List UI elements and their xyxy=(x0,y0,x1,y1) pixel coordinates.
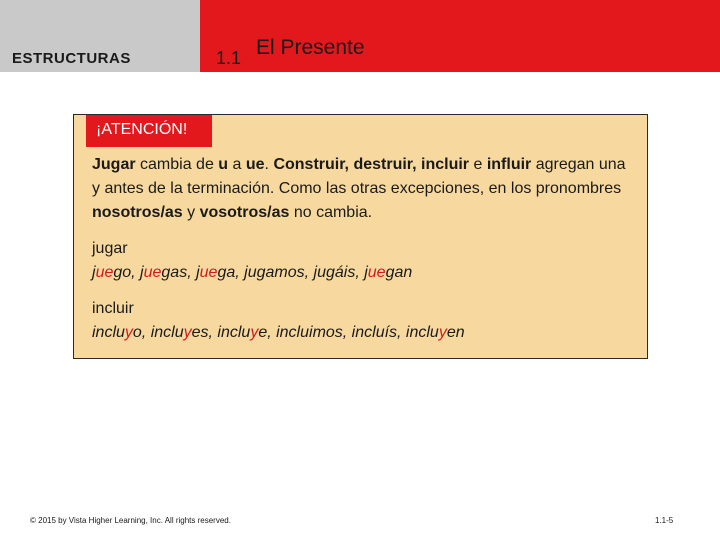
intro-text: y xyxy=(182,204,200,221)
panel-content xyxy=(92,153,632,345)
verb-conjugation-jugar: juego, juegas, juega, jugamos, jugáis, juegan xyxy=(92,264,413,281)
verb-conjugation-incluir: incluyo, incluyes, incluye, incluimos, incluís, incluyen xyxy=(92,324,465,341)
intro-text: no cambia. xyxy=(289,204,373,221)
attention-tab: ¡ATENCIÓN! xyxy=(86,115,212,147)
intro-keyword: nosotros/as xyxy=(92,204,183,221)
stem-change: y xyxy=(124,324,133,341)
page-number: 1.1-5 xyxy=(655,516,674,525)
intro-text: e xyxy=(469,156,487,173)
intro-keyword: u xyxy=(218,156,229,173)
stem-change: ue xyxy=(95,264,114,281)
stem-change: y xyxy=(250,324,259,341)
intro-keyword: ue xyxy=(245,156,265,173)
intro-text: agregan una y antes de la terminación. Como las otras excepciones, en los pronombres xyxy=(92,156,626,197)
intro-text: a xyxy=(228,156,246,173)
intro-keyword: influir xyxy=(486,156,532,173)
stem-change: y xyxy=(183,324,192,341)
intro-text: . xyxy=(264,156,274,173)
intro-keyword: Construir, destruir, incluir xyxy=(273,156,470,173)
lesson-number: 1.1 xyxy=(216,48,242,68)
section-brand: ESTRUCTURAS xyxy=(12,50,131,67)
stem-change: y xyxy=(438,324,447,341)
verb-infinitive-jugar: jugar xyxy=(92,240,128,257)
intro-paragraph xyxy=(92,153,632,225)
stem-change: ue xyxy=(199,264,218,281)
copyright-notice: © 2015 by Vista Higher Learning, Inc. All rights reserved. xyxy=(30,516,231,525)
intro-text: cambia de xyxy=(135,156,219,173)
verb-infinitive-incluir: incluir xyxy=(92,300,134,317)
intro-keyword: Jugar xyxy=(92,156,136,173)
stem-change: ue xyxy=(143,264,162,281)
intro-keyword: vosotros/as xyxy=(199,204,290,221)
lesson-title: El Presente xyxy=(248,28,428,70)
stem-change: ue xyxy=(367,264,386,281)
